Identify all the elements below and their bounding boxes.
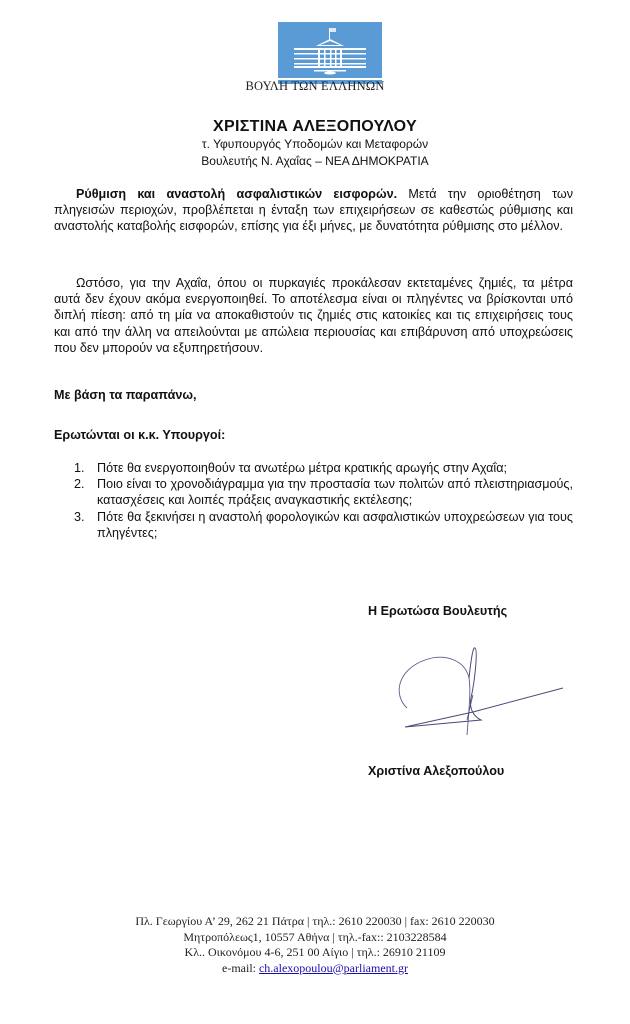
footer-patra-address: Πλ. Γεωργίου Α’ 29, 262 21 Πάτρα | τηλ.: 2610 220030 | fax: 2610 220030 — [135, 914, 495, 928]
signer-name: Χριστίνα Αλεξοπούλου — [368, 764, 505, 778]
paragraph-text: Μετά την οριοθέτηση των πληγεισών περιοχών, προβλέπεται η ένταξη των επιχειρήσεων σε καθεστώς ρύθμισης και αναστολής καταβολής εισφορών, επίσης για έξι μήνες, με δυνατότητα ρύθμισης στο μέλλον. — [54, 187, 573, 234]
question-item — [74, 509, 573, 541]
handwritten-signature — [385, 640, 565, 740]
question-text: Πότε θα ξεκινήσει η αναστολή φορολογικών και ασφαλιστικών υποχρεώσεων για τους πληγέντες; — [97, 509, 573, 540]
question-text: Ποιο είναι το χρονοδιάγραμμα για την προστασία των πολιτών από πλειστηριασμούς, κατασχέσεις και λοιπές πράξεις αναγκαστικής εκτέλεσης; — [97, 477, 573, 508]
footer-athens-address: Μητροπόλεως1, 10557 Αθήνα | τηλ.-fax:: 2103228584 — [183, 929, 447, 944]
ministers-asked-line: Ερωτώνται οι κ.κ. Υπουργοί: — [54, 428, 226, 442]
question-number: 3. — [74, 509, 85, 524]
email-link[interactable]: ch.alexopoulou@parliament.gr — [258, 960, 408, 975]
footer-email-line — [0, 961, 630, 977]
questions-list — [74, 460, 573, 541]
letter-footer — [0, 914, 630, 976]
paragraph-heading: Ρύθμιση και αναστολή ασφαλιστικών εισφορών. — [76, 187, 398, 201]
question-item — [74, 476, 573, 508]
question-text: Πότε θα ενεργοποιηθούν τα ανωτέρω μέτρα κρατικής αρωγής στην Αχαΐα; — [97, 461, 507, 475]
question-number: 2. — [74, 477, 85, 492]
author-role: τ. Υφυπουργός Υποδομών και Μεταφορών — [201, 137, 429, 151]
question-number: 1. — [74, 461, 85, 475]
based-on-line: Με βάση τα παραπάνω, — [54, 388, 197, 402]
letter-header — [0, 117, 630, 170]
footer-aigio-address: Κλ.. Οικονόμου 4-6, 251 00 Αίγιο | τηλ.: 26910 21109 — [184, 945, 446, 959]
institution-name: ΒΟΥΛΗ ΤΩΝ ΕΛΛΗΝΩΝ — [245, 79, 385, 93]
author-name: ΧΡΙΣΤΙΝΑ ΑΛΕΞΟΠΟΥΛΟΥ — [213, 118, 417, 135]
signer-title: Η Ερωτώσα Βουλευτής — [368, 604, 508, 618]
paragraph-contribution-suspension — [54, 186, 573, 235]
paragraph-text: Ωστόσο, για την Αχαΐα, όπου οι πυρκαγιές προκάλεσαν εκτεταμένες ζημιές, τα μέτρα αυτά δεν έχουν ακόμα ενεργοποιηθεί. Το αποτέλεσμα είναι οι πληγέντες να βρίσκονται υπό διπλή πίεση: από τη μία να αποκαθιστούν τις ζημιές στις κατοικίες και τις επιχειρήσεις τους και από την άλλη να απειλούνται με απώλεια περιουσίας και επιβάρυνση από υποχρεώσεις που δεν μπορούν να εξυπηρετήσουν. — [54, 276, 573, 355]
paragraph-achaia — [54, 275, 573, 356]
question-item — [74, 460, 573, 476]
email-label: e-mail: — [222, 960, 259, 975]
author-constituency: Βουλευτής Ν. Αχαΐας – ΝΕΑ ΔΗΜΟΚΡΑΤΙΑ — [201, 154, 429, 168]
